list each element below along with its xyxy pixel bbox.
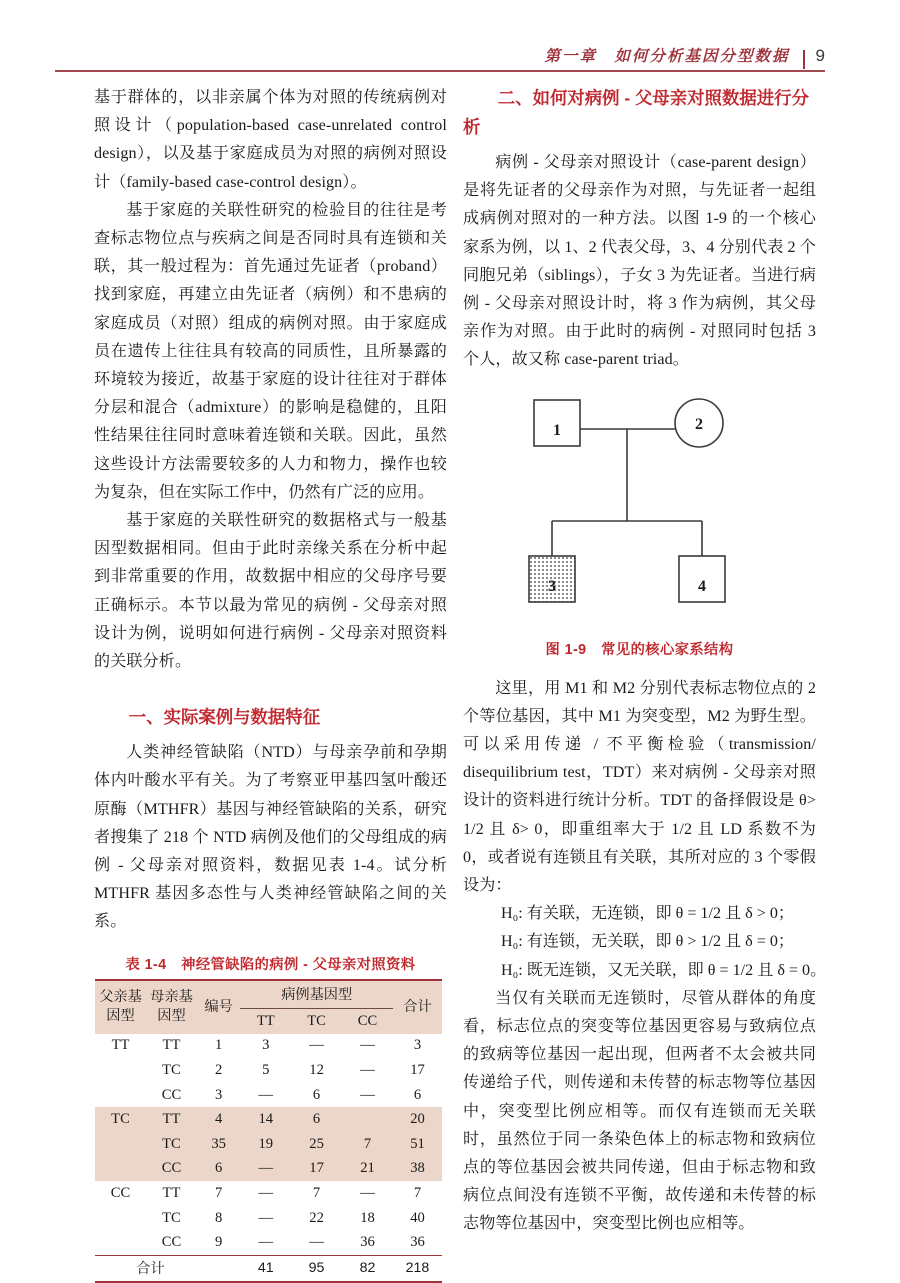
paragraph-ntd-study: 人类神经管缺陷（NTD）与母亲孕前和孕期体内叶酸水平有关。为了考察亚甲基四氢叶酸还原酶（MTHFR）基因与神经管缺陷的关系，研究者搜集了 218 个 NTD 病例及他们的父母组成的病例 - 父母亲对照资料，数据见表 1-4。试分析 MTHFR 基因多态性与人类神经管缺陷之间的关系。 bbox=[94, 744, 447, 931]
table-row bbox=[95, 1107, 442, 1132]
paragraph-continuation: 基于群体的，以非亲属个体为对照的传统病例对照设计（population-based case-unrelated control design），以及基于家庭成员为对照的病例对照设计（family-based case-control design）。 bbox=[94, 89, 447, 191]
cell-tc: 12 bbox=[309, 1062, 324, 1079]
cell-sum: 7 bbox=[413, 1185, 422, 1202]
section-heading-case-study: 一、实际案例与数据特征 bbox=[128, 707, 321, 728]
cell-total-sum: 218 bbox=[393, 1256, 442, 1282]
cell-tt: 19 bbox=[240, 1132, 291, 1157]
cell-mother: TT bbox=[146, 1107, 197, 1132]
table-total-row bbox=[95, 1256, 442, 1282]
cell-mother: CC bbox=[161, 1086, 182, 1103]
cell-father bbox=[95, 1132, 146, 1157]
paragraph-data-format: 基于家庭的关联性研究的数据格式与一般基因型数据相同。但由于此时亲缘关系在分析中起到非常重要的作用，故数据中相应的父母序号要正确标示。本节以最为常见的病例 - 父母亲对照设计为例，说明如何进行病例 - 父母亲对照资料的关联分析。 bbox=[94, 512, 447, 671]
heading-spacer-bottom bbox=[94, 732, 447, 739]
cell-father: TC bbox=[95, 1107, 146, 1132]
cell-id: 1 bbox=[215, 1037, 223, 1054]
paragraph-linkage-association: 当仅有关联而无连锁时，尽管从群体的角度看，标志位点的突变等位基因更容易与致病位点的致病等位基因一起出现，但两者不太会被共同传递给子代，则传递和未传替的标志物等位基因中，突变型比例应相等。而仅有连锁而无关联时，虽然位于同一条染色体上的标志物和致病位点的等位基因会被共同传递，但由于标志物和致病位点间没有连锁不平衡，故传递和未传替的标志物等位基因中，突变型比例也应相等。 bbox=[463, 989, 816, 1233]
cell-sum: 6 bbox=[413, 1086, 422, 1103]
cell-father bbox=[95, 1058, 146, 1083]
cell-cc: — bbox=[360, 1185, 375, 1202]
cell-tt: 14 bbox=[240, 1107, 291, 1132]
cell-cc: 21 bbox=[342, 1157, 393, 1182]
null-hypothesis-1: H₀: 有关联，无连锁，即 θ = 1/2 且 δ > 0； bbox=[501, 905, 794, 923]
heading-spacer-top bbox=[94, 676, 447, 703]
pedigree-node-1-label: 1 bbox=[552, 421, 561, 439]
cell-tt: — bbox=[258, 1086, 274, 1103]
cell-mother: TT bbox=[162, 1185, 181, 1202]
paragraph-tdt-intro: 这里，用 M1 和 M2 分别代表标志物位点的 2 个等位基因，其中 M1 为突变型，M2 为野生型。可以采用传递 / 不平衡检验（transmission/ disequilibrium test，TDT）来对病例 - 父母亲对照设计的资料进行统计分析。TDT 的备择假设是 θ> 1/2 且 δ> 0，即重组率大于 1/2 且 LD 系数不为 0，或者说有连锁且有关联，其所对应的 3 个零假设为： bbox=[463, 679, 816, 895]
left-column bbox=[94, 84, 447, 1283]
cell-mother: CC bbox=[161, 1234, 182, 1251]
cell-father bbox=[95, 1230, 146, 1255]
section-heading-analysis: 二、如何对病例 - 父母亲对照数据进行分析 bbox=[463, 88, 809, 137]
heading-spacer bbox=[463, 142, 816, 149]
cell-tc: 7 bbox=[312, 1185, 321, 1202]
table-head bbox=[95, 980, 442, 1034]
page-number: 9 bbox=[815, 46, 825, 65]
cell-sum: 40 bbox=[410, 1209, 425, 1226]
cell-cc: — bbox=[360, 1086, 375, 1103]
cell-id: 3 bbox=[215, 1086, 223, 1103]
header-chapter-title: 第一章 如何分析基因分型数据 bbox=[544, 48, 790, 65]
col-header-id: 编号 bbox=[197, 980, 240, 1034]
cell-tt: — bbox=[258, 1209, 274, 1226]
null-hypothesis-3: H₀: 既无连锁，又无关联，即 θ = 1/2 且 δ = 0。 bbox=[501, 961, 827, 979]
table-row bbox=[95, 1034, 442, 1059]
null-hypothesis-2: H₀: 有连锁，无关联，即 θ > 1/2 且 δ = 0； bbox=[501, 933, 794, 951]
cell-cc: 18 bbox=[360, 1209, 375, 1226]
cell-sum: 3 bbox=[413, 1037, 422, 1054]
cell-mother: TC bbox=[146, 1132, 197, 1157]
cell-cc: 7 bbox=[342, 1132, 393, 1157]
cell-father: TT bbox=[111, 1037, 130, 1054]
table-row bbox=[95, 1058, 442, 1083]
null-hypothesis-list bbox=[463, 900, 827, 985]
cell-tc: 17 bbox=[291, 1157, 342, 1182]
paragraph-family-based-design: 基于家庭的关联性研究的检验目的往往是考查标志物位点与疾病之间是否同时具有连锁和关联，其一般过程为：首先通过先证者（proband）找到家庭，再建立由先证者（病例）和不患病的家庭成员（对照）组成的病例对照。由于家庭成员在遗传上往往具有较高的同质性，且所暴露的环境较为接近，故基于家庭的设计往往对于群体分层和混合（admixture）的影响是稳健的，且阳性结果往往同时意味着连锁和关联。因此，虽然这些设计方法需要较多的人力和物力，操作也较为复杂，但在实际工作中，仍然有广泛的应用。 bbox=[94, 201, 447, 501]
cell-mother: CC bbox=[146, 1157, 197, 1182]
cell-cc: — bbox=[360, 1037, 375, 1054]
pedigree-node-3-label: 3 bbox=[547, 577, 556, 595]
table-row bbox=[95, 1132, 442, 1157]
cell-father bbox=[95, 1206, 146, 1231]
table-row bbox=[95, 1206, 442, 1231]
cell-total-tc: 95 bbox=[291, 1256, 342, 1282]
cell-father: CC bbox=[110, 1185, 131, 1202]
cell-tc: 6 bbox=[312, 1086, 321, 1103]
figure-caption: 图 1-9 常见的核心家系结构 bbox=[545, 641, 734, 658]
col-header-case-genotype-group: 病例基因型 bbox=[240, 980, 393, 1009]
cell-tc: — bbox=[309, 1234, 324, 1251]
cell-sum: 51 bbox=[393, 1132, 442, 1157]
table-header-row-primary bbox=[95, 980, 442, 1009]
pedigree-node-2-label: 2 bbox=[694, 415, 703, 433]
cell-total-cc: 82 bbox=[342, 1256, 393, 1282]
pedigree-figure bbox=[463, 397, 816, 659]
paragraph-case-parent-design: 病例 - 父母亲对照设计（case-parent design）是将先证者的父母亲作为对照，与先证者一起组成病例对照对的一种方法。以图 1-9 的一个核心家系为例，以 1、2 代表父母，3、4 分别代表 2 个同胞兄弟（siblings），子女 3 为先证者。当进行病例 - 父母亲对照设计时，将 3 作为病例，其父母亲作为对照。由于此时的病例 - 对照同时包括 3 个人，故又称 case-parent triad。 bbox=[463, 154, 816, 369]
cell-mother: TC bbox=[162, 1062, 181, 1079]
cell-tc: 25 bbox=[291, 1132, 342, 1157]
cell-id: 2 bbox=[215, 1062, 223, 1079]
cell-sum: 17 bbox=[410, 1062, 425, 1079]
table-row bbox=[95, 1083, 442, 1108]
cell-cc: — bbox=[360, 1062, 375, 1079]
cell-mother: TT bbox=[162, 1037, 181, 1054]
cell-tt: — bbox=[240, 1157, 291, 1182]
cell-mother: TC bbox=[162, 1209, 181, 1226]
ntd-case-parent-table bbox=[95, 979, 442, 1283]
cell-sum: 20 bbox=[393, 1107, 442, 1132]
cell-id: 7 bbox=[215, 1185, 223, 1202]
cell-id: 4 bbox=[197, 1107, 240, 1132]
col-header-tt: TT bbox=[240, 1008, 291, 1034]
cell-sum: 38 bbox=[393, 1157, 442, 1182]
cell-id: 9 bbox=[215, 1234, 223, 1251]
cell-sum: 36 bbox=[410, 1234, 425, 1251]
col-header-total: 合计 bbox=[393, 980, 442, 1034]
cell-total-label: 合计 bbox=[95, 1256, 197, 1282]
table-row bbox=[95, 1181, 442, 1206]
page-header bbox=[55, 30, 825, 72]
cell-tt: — bbox=[258, 1185, 274, 1202]
pedigree-diagram bbox=[490, 397, 790, 629]
cell-id: 6 bbox=[197, 1157, 240, 1182]
cell-father bbox=[95, 1083, 146, 1108]
cell-tc: — bbox=[309, 1037, 324, 1054]
cell-id: 35 bbox=[197, 1132, 240, 1157]
cell-tc: 6 bbox=[291, 1107, 342, 1132]
cell-cc bbox=[342, 1107, 393, 1132]
pedigree-node-4-label: 4 bbox=[697, 577, 706, 595]
cell-cc: 36 bbox=[360, 1234, 375, 1251]
cell-tt: 3 bbox=[262, 1037, 270, 1054]
col-header-tc: TC bbox=[291, 1008, 342, 1034]
cell-father bbox=[95, 1157, 146, 1182]
cell-tt: 5 bbox=[262, 1062, 270, 1079]
cell-total-tt: 41 bbox=[240, 1256, 291, 1282]
col-header-cc: CC bbox=[342, 1008, 393, 1034]
cell-id: 8 bbox=[215, 1209, 223, 1226]
table-row bbox=[95, 1230, 442, 1255]
cell-total-id bbox=[197, 1256, 240, 1282]
table-body bbox=[95, 1034, 442, 1282]
table-row bbox=[95, 1157, 442, 1182]
table-caption: 表 1-4 神经管缺陷的病例 - 父母亲对照资料 bbox=[125, 956, 416, 973]
right-column bbox=[463, 84, 827, 1239]
col-header-mother-genotype: 母亲基因型 bbox=[146, 980, 197, 1034]
cell-tt: — bbox=[258, 1234, 274, 1251]
cell-tc: 22 bbox=[309, 1209, 324, 1226]
header-divider bbox=[803, 50, 805, 69]
col-header-father-genotype: 父亲基因型 bbox=[95, 980, 146, 1034]
